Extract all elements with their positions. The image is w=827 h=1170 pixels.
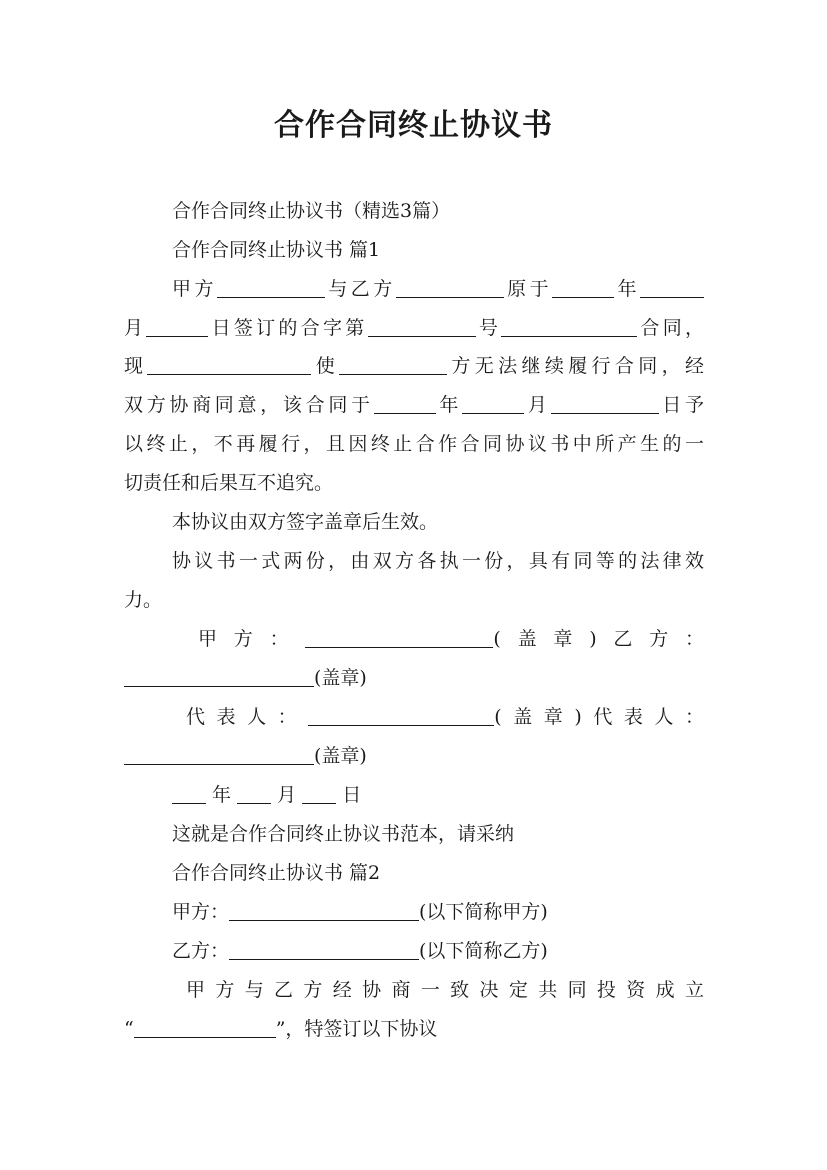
paragraph-line: 以终止，不再履行，且因终止合作合同协议书中所产生的一 (124, 433, 704, 455)
blank-field (237, 781, 271, 804)
text: (以下简称乙方) (419, 940, 548, 962)
paragraph-line: 协议书一式两份，由双方各执一份，具有同等的法律效 (172, 550, 704, 572)
text: 代表人： (186, 706, 309, 728)
blank-field (374, 391, 436, 414)
blank-field (217, 275, 325, 298)
paragraph-line (124, 390, 704, 420)
blank-field (147, 352, 311, 375)
text: 日签订的合字第 (208, 317, 368, 339)
section-heading: 合作合同终止协议书 篇2 (172, 862, 381, 884)
blank-field (302, 781, 336, 804)
text: 与乙方 (324, 278, 396, 300)
text: 乙方： (172, 940, 230, 962)
text: (盖章)乙方： (493, 628, 704, 650)
paragraph-line (124, 351, 704, 381)
text: “ (124, 1018, 134, 1040)
blank-field (124, 664, 314, 687)
blank-field (339, 352, 447, 375)
blank-field (172, 781, 206, 804)
blank-field (396, 275, 504, 298)
text: 日予 (658, 394, 704, 416)
text: 甲方： (198, 628, 306, 650)
text: 原于 (503, 278, 553, 300)
blank-field (308, 703, 494, 726)
party-line (124, 936, 704, 966)
paragraph: 合作合同终止协议书（精选3篇） (172, 200, 451, 222)
blank-field (134, 1015, 276, 1038)
section-heading: 合作合同终止协议书 篇1 (172, 239, 381, 261)
blank-field (501, 314, 637, 337)
text: 日 (336, 784, 362, 806)
blank-field (229, 937, 419, 960)
text: 年 (614, 278, 640, 300)
party-line (124, 897, 704, 927)
paragraph-line (124, 274, 704, 304)
blank-field (305, 625, 493, 648)
paragraph: 这就是合作合同终止协议书范本，请采纳 (172, 823, 515, 845)
text: 月 (271, 784, 303, 806)
signature-line (124, 624, 704, 654)
text: (以下简称甲方) (419, 901, 548, 923)
signature-line (124, 741, 704, 771)
text: 月 (524, 394, 551, 416)
text: 现 (124, 355, 148, 377)
signature-line (124, 663, 704, 693)
text: (盖章) (314, 745, 367, 767)
text: 甲方： (172, 901, 230, 923)
paragraph-line: 切责任和后果互不追究。 (124, 472, 334, 494)
text: (盖章) (314, 667, 367, 689)
text: 月 (124, 317, 147, 339)
document-title: 合作合同终止协议书 (274, 108, 553, 143)
date-line (124, 780, 704, 810)
blank-field (146, 314, 208, 337)
text: 方无法继续履行合同，经 (447, 355, 704, 377)
blank-field (551, 391, 659, 414)
paragraph-line: 力。 (124, 589, 163, 611)
text: 年 (206, 784, 238, 806)
text: 双方协商同意，该合同于 (124, 394, 374, 416)
text: 使 (311, 355, 340, 377)
paragraph-line (124, 1014, 704, 1044)
blank-field (368, 314, 476, 337)
paragraph-line: 甲方与乙方经协商一致决定共同投资成立 (186, 979, 704, 1001)
blank-field (229, 898, 419, 921)
text: 号 (475, 317, 502, 339)
blank-field (124, 742, 314, 765)
text: 甲方 (172, 278, 217, 300)
paragraph-line (124, 313, 704, 343)
text: 年 (435, 394, 463, 416)
blank-field (462, 391, 524, 414)
text: ”，特签订以下协议 (275, 1018, 438, 1040)
signature-line (124, 702, 704, 732)
text: (盖章)代表人： (494, 706, 704, 728)
blank-field (640, 275, 704, 298)
blank-field (552, 275, 614, 298)
text: 合同， (637, 317, 704, 339)
paragraph: 本协议由双方签字盖章后生效。 (172, 511, 439, 533)
